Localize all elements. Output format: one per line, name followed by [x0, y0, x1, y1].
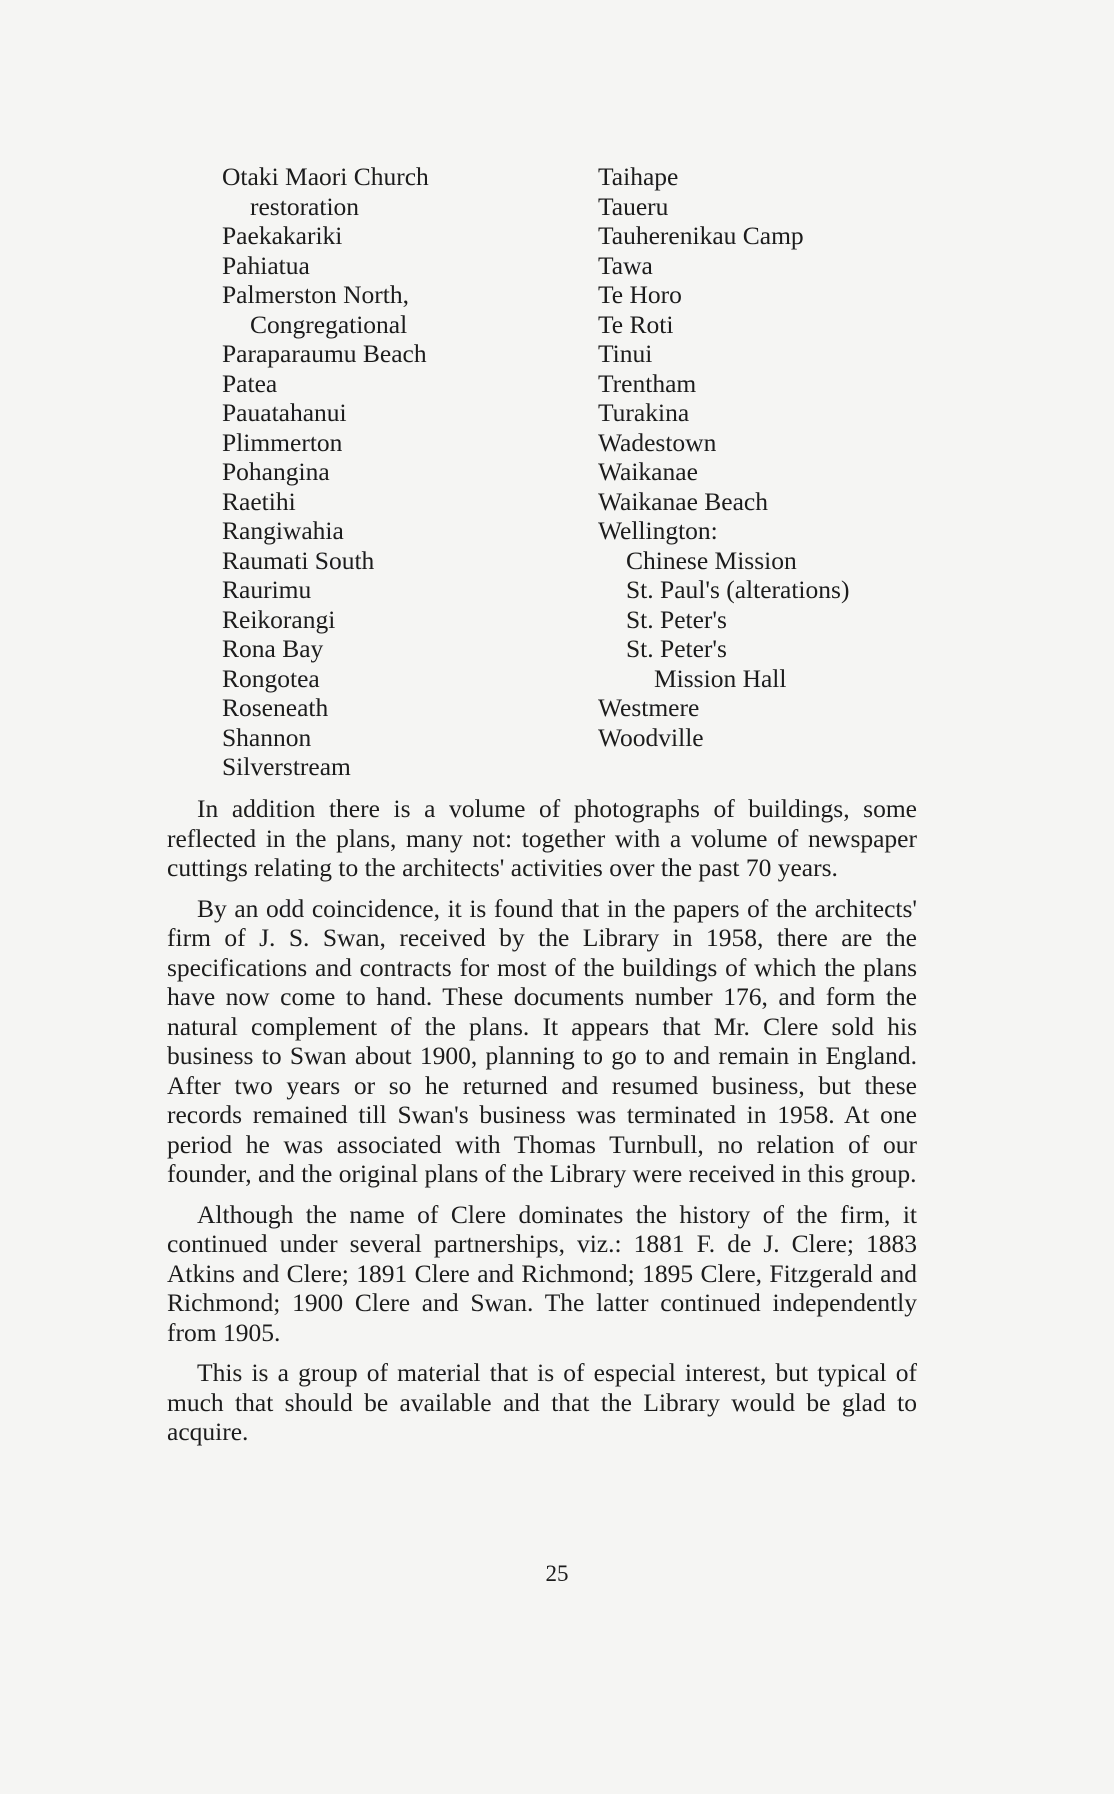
place-list-item: Te Roti [598, 309, 674, 339]
place-list-item: St. Paul's (alterations) [626, 575, 850, 604]
place-list-item: St. Peter's [626, 634, 727, 663]
place-list-item: Reikorangi [222, 604, 336, 634]
place-list-item: Otaki Maori Church [222, 162, 429, 191]
place-list-item: St. Peter's [626, 604, 727, 634]
place-list-item: Rona Bay [222, 634, 324, 663]
place-list-item: Westmere [598, 693, 700, 722]
place-list-item: Waikanae [598, 457, 698, 486]
body-text [167, 794, 917, 1458]
place-list-item: Roseneath [222, 693, 329, 722]
place-list-item: Patea [222, 368, 278, 398]
place-list-item: Te Horo [598, 280, 682, 309]
place-list-item: Tawa [598, 250, 653, 280]
place-list-item: Raumati South [222, 545, 375, 575]
place-list-item: Plimmerton [222, 427, 343, 457]
place-list-item: Paekakariki [222, 221, 343, 250]
place-list-item: Chinese Mission [626, 545, 797, 575]
page-number: 25 [545, 1561, 569, 1586]
place-list-item: Congregational [250, 309, 408, 339]
place-list-item: Raurimu [222, 575, 312, 604]
place-list-item: Taueru [598, 191, 669, 221]
place-list-item: Rongotea [222, 663, 320, 693]
place-list-item: Waikanae Beach [598, 486, 768, 516]
paragraph: This is a group of material that is of especial interest, but typical of much that should be available and that the Library would be glad to acquire. [167, 1358, 917, 1446]
place-list-item: Trentham [598, 368, 697, 398]
paragraph: By an odd coincidence, it is found that in the papers of the architects' firm of J. S. Swan, received by the Library in 1958, there are the specifications and contracts for most of the buildings of which the plans have now come to hand. These documents number 176, and form the natural complement of the plans. It appears that Mr. Clere sold his business to Swan about 1900, planning to go to and remain in England. After two years or so he returned and resumed business, but these records remained till Swan's business was terminated in 1958. At one period he was associated with Thomas Turnbull, no relation of our founder, and the original plans of the Library were received in this group. [167, 893, 917, 1188]
place-list-item: Wadestown [598, 427, 717, 457]
place-list-item: Paraparaumu Beach [222, 339, 427, 368]
paragraph: Although the name of Clere dominates the history of the firm, it continued under several partnerships, viz.: 1881 F. de J. Clere; 1883 Atkins and Clere; 1891 Clere and Richmond; 1895 Clere, Fitzgerald and Richmond; 1900 Clere and Swan. The latter continued independently from 1905. [167, 1199, 917, 1347]
place-list-item: Woodville [598, 722, 704, 752]
paragraph: In addition there is a volume of photographs of buildings, some reflected in the plans, many not: together with a volume of newspaper cuttings relating to the architects' activities over the past 70 years. [167, 794, 917, 882]
place-list-item: Shannon [222, 722, 312, 752]
place-list-item: Raetihi [222, 486, 296, 516]
place-list-item: Wellington: [598, 516, 718, 545]
place-list-left-column [222, 162, 429, 782]
place-list-item: Turakina [598, 398, 690, 427]
place-list-item: Rangiwahia [222, 516, 344, 545]
place-list-item: Mission Hall [654, 663, 787, 693]
place-list-item: restoration [250, 191, 360, 221]
place-list-item: Tinui [598, 339, 653, 368]
place-list-item: Pohangina [222, 457, 330, 486]
place-list-item: Pauatahanui [222, 398, 347, 427]
place-list-item: Taihape [598, 162, 679, 191]
place-list-item: Palmerston North, [222, 280, 409, 309]
place-list-right-column [598, 162, 849, 752]
place-list-item: Tauherenikau Camp [598, 221, 804, 250]
place-list-item: Pahiatua [222, 250, 310, 280]
place-list-item: Silverstream [222, 752, 351, 781]
